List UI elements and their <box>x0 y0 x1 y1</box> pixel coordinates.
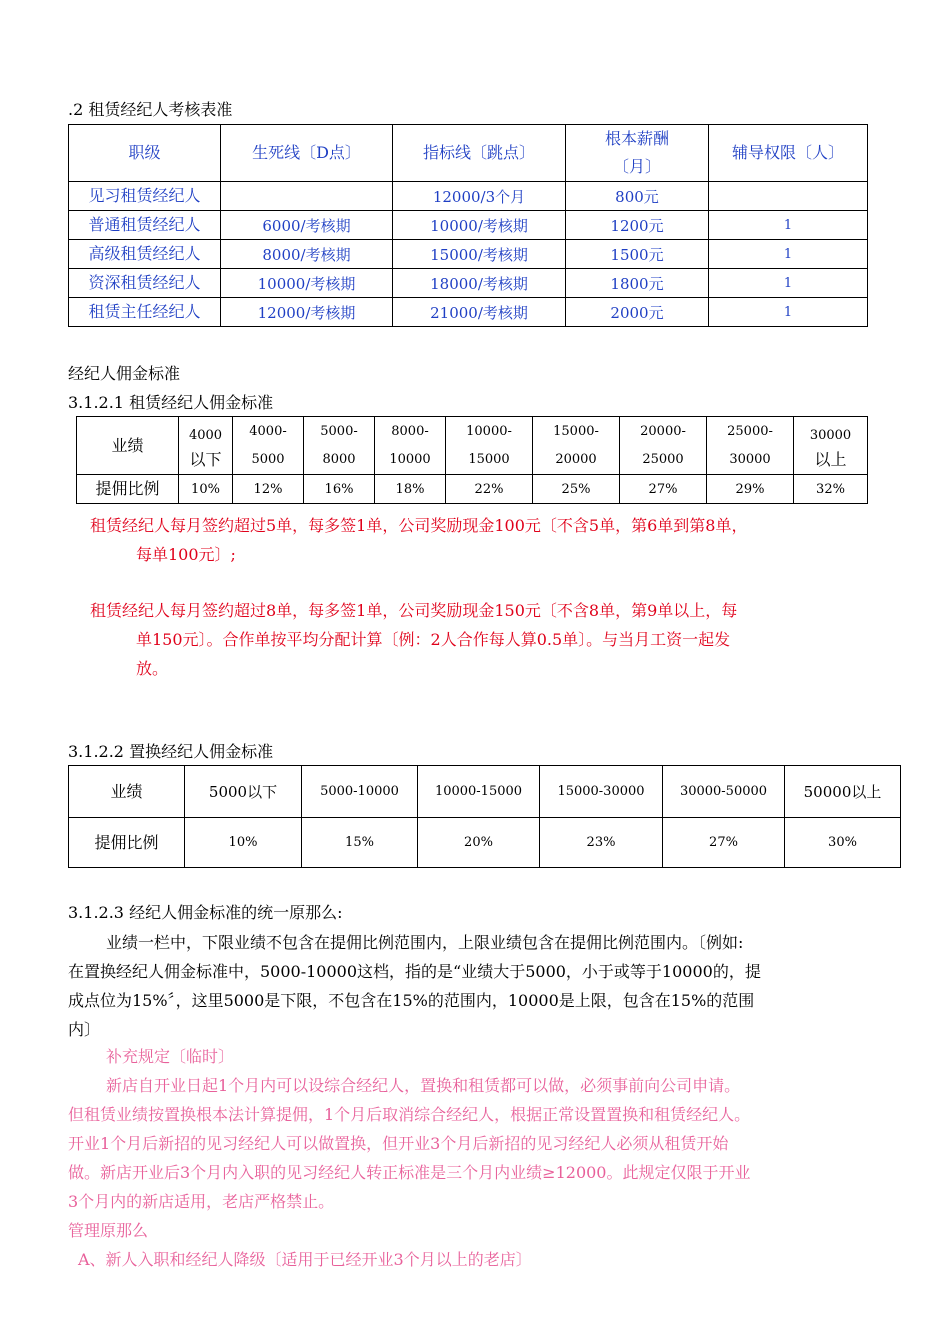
rate-row <box>69 818 901 868</box>
table-row <box>69 298 868 327</box>
range-line: 以下 <box>189 449 222 469</box>
paragraph-line: 新店自开业日起1个月内可以设综合经纪人，置换和租赁都可以做，必须事前向公司申请。 <box>106 1076 741 1095</box>
paragraph-line: 成点位为15%〞，这里5000是下限，不包含在15%的范围内，10000是上限，包含在15%的范围 <box>68 991 755 1010</box>
range-cell <box>233 417 304 475</box>
table-row <box>69 211 868 240</box>
supplementary-title: 补充规定〔临时〕 <box>106 1047 235 1066</box>
rate-cell: 16% <box>304 475 375 504</box>
range-line: 25000 <box>642 451 684 467</box>
table-cell: 高级租赁经纪人 <box>69 240 221 269</box>
rate-cell: 12% <box>233 475 304 504</box>
table-cell: 1200元 <box>566 211 709 240</box>
header-cell-line: 根本薪酬 <box>604 129 669 148</box>
range-cell: 15000-30000 <box>540 766 663 818</box>
rate-cell: 25% <box>533 475 620 504</box>
rate-cell: 10% <box>179 475 233 504</box>
table-cell: 10000/考核期 <box>221 269 393 298</box>
range-line: 4000 <box>188 427 223 443</box>
range-line: 以上 <box>814 449 847 469</box>
paragraph-line: 开业1个月后新招的见习经纪人可以做置换，但开业3个月后新招的见习经纪人必须从租赁开始 <box>68 1134 729 1153</box>
management-item-a: A、新人入职和经纪人降级〔适用于已经开业3个月以上的老店〕 <box>78 1250 532 1269</box>
paragraph-line: 做。新店开业后3个月内入职的见习经纪人转正标准是三个月内业绩≥12000。此规定仅限于开业 <box>68 1163 751 1182</box>
table-cell: 租赁主任经纪人 <box>69 298 221 327</box>
note-line: 租赁经纪人每月签约超过5单，每多签1单，公司奖励现金100元〔不含5单，第6单到第8单， <box>90 516 748 535</box>
rate-cell: 27% <box>663 818 785 868</box>
paragraph-line: 业绩一栏中，下限业绩不包含在提佣比例范围内，上限业绩包含在提佣比例范围内。〔例如: <box>106 933 744 952</box>
range-line: 30000 <box>729 451 771 467</box>
table-row <box>69 240 868 269</box>
section3-title: 3.1.2.2 置换经纪人佣金标准 <box>68 742 274 761</box>
range-cell: 30000-50000 <box>663 766 785 818</box>
range-line: 8000 <box>322 451 356 467</box>
range-cell <box>375 417 446 475</box>
range-cell <box>707 417 794 475</box>
table-cell: 8000/考核期 <box>221 240 393 269</box>
bonus-note-1 <box>90 511 747 569</box>
range-cell <box>620 417 707 475</box>
note-line: 每单100元〕; <box>136 545 236 564</box>
table-cell: 资深租赁经纪人 <box>69 269 221 298</box>
range-cell <box>446 417 533 475</box>
range-line: 4000- <box>249 423 287 439</box>
note-line: 放。 <box>136 659 169 678</box>
note-line: 租赁经纪人每月签约超过8单，每多签1单，公司奖励现金150元〔不含8单，第9单以上，每 <box>90 601 738 620</box>
table-header-row <box>69 125 868 182</box>
table-cell: 1 <box>709 211 868 240</box>
table-cell <box>221 182 393 211</box>
table-cell: 800元 <box>566 182 709 211</box>
rate-cell: 27% <box>620 475 707 504</box>
section1-title: .2 租赁经纪人考核表准 <box>68 100 233 119</box>
table-cell <box>709 182 868 211</box>
range-line: 20000- <box>640 423 686 439</box>
management-title: 管理原那么 <box>68 1221 149 1240</box>
range-cell: 5000以下 <box>185 766 302 818</box>
rate-cell: 10% <box>185 818 302 868</box>
range-cell <box>179 417 233 475</box>
range-line: 5000- <box>320 423 358 439</box>
range-line: 25000- <box>727 423 773 439</box>
row-label: 提佣比例 <box>69 818 185 868</box>
rate-cell: 20% <box>418 818 540 868</box>
range-line: 15000- <box>553 423 599 439</box>
paragraph-line: 内〕 <box>68 1020 101 1039</box>
row-label: 业绩 <box>77 417 179 475</box>
table-cell: 1 <box>709 240 868 269</box>
paragraph-line: 在置换经纪人佣金标准中，5000-10000这档，指的是“业绩大于5000，小于或等于10000的，提 <box>68 962 761 981</box>
paragraph-line: 但租赁业绩按置换根本法计算提佣，1个月后取消综合经纪人，根据正常设置置换和租赁经纪人。 <box>68 1105 751 1124</box>
table-cell: 6000/考核期 <box>221 211 393 240</box>
range-line: 10000- <box>466 423 512 439</box>
range-line: 15000 <box>468 451 510 467</box>
supplementary-rules <box>68 1042 883 1274</box>
section4-title: 3.1.2.3 经纪人佣金标准的统一原那么: <box>68 903 343 922</box>
rental-assessment-table <box>68 124 868 327</box>
header-cell <box>566 125 709 182</box>
range-line: 20000 <box>555 451 597 467</box>
table-cell: 1500元 <box>566 240 709 269</box>
rate-cell: 15% <box>302 818 418 868</box>
rate-cell: 29% <box>707 475 794 504</box>
table-cell: 12000/考核期 <box>221 298 393 327</box>
range-cell: 10000-15000 <box>418 766 540 818</box>
table-cell: 2000元 <box>566 298 709 327</box>
rate-row <box>77 475 868 504</box>
rule-paragraph <box>68 928 883 1044</box>
commission-heading: 经纪人佣金标准 <box>68 364 181 383</box>
range-cell: 5000-10000 <box>302 766 418 818</box>
table-row <box>69 182 868 211</box>
section2-title: 3.1.2.1 租赁经纪人佣金标准 <box>68 393 274 412</box>
header-cell: 职级 <box>69 125 221 182</box>
performance-row <box>77 417 868 475</box>
range-line: 10000 <box>389 451 431 467</box>
rate-cell: 30% <box>785 818 901 868</box>
header-cell: 辅导权限〔人〕 <box>709 125 868 182</box>
range-line: 8000- <box>391 423 429 439</box>
range-line: 30000 <box>809 427 852 443</box>
table-cell: 10000/考核期 <box>393 211 566 240</box>
table-cell: 普通租赁经纪人 <box>69 211 221 240</box>
range-cell: 50000以上 <box>785 766 901 818</box>
row-label: 业绩 <box>69 766 185 818</box>
note-line: 单150元〕。合作单按平均分配计算〔例：2人合作每人算0.5单〕。与当月工资一起发 <box>136 630 731 649</box>
range-cell <box>304 417 375 475</box>
rate-cell: 32% <box>794 475 868 504</box>
table-cell: 1800元 <box>566 269 709 298</box>
rate-cell: 23% <box>540 818 663 868</box>
table-cell: 15000/考核期 <box>393 240 566 269</box>
table-cell: 1 <box>709 269 868 298</box>
range-line: 5000 <box>251 451 285 467</box>
paragraph-line: 3个月内的新店适用，老店严格禁止。 <box>68 1192 335 1211</box>
rental-commission-table <box>76 416 868 504</box>
performance-row <box>69 766 901 818</box>
table-cell: 18000/考核期 <box>393 269 566 298</box>
range-cell <box>533 417 620 475</box>
header-cell: 生死线〔D点〕 <box>221 125 393 182</box>
table-cell: 1 <box>709 298 868 327</box>
table-cell: 12000/3个月 <box>393 182 566 211</box>
table-row <box>69 269 868 298</box>
range-cell <box>794 417 868 475</box>
bonus-note-2 <box>90 596 737 683</box>
rate-cell: 18% <box>375 475 446 504</box>
header-cell: 指标线〔跳点〕 <box>393 125 566 182</box>
row-label: 提佣比例 <box>77 475 179 504</box>
table-cell: 见习租赁经纪人 <box>69 182 221 211</box>
rate-cell: 22% <box>446 475 533 504</box>
table-cell: 21000/考核期 <box>393 298 566 327</box>
header-cell-line: 〔月〕 <box>612 157 661 176</box>
exchange-commission-table <box>68 765 901 868</box>
